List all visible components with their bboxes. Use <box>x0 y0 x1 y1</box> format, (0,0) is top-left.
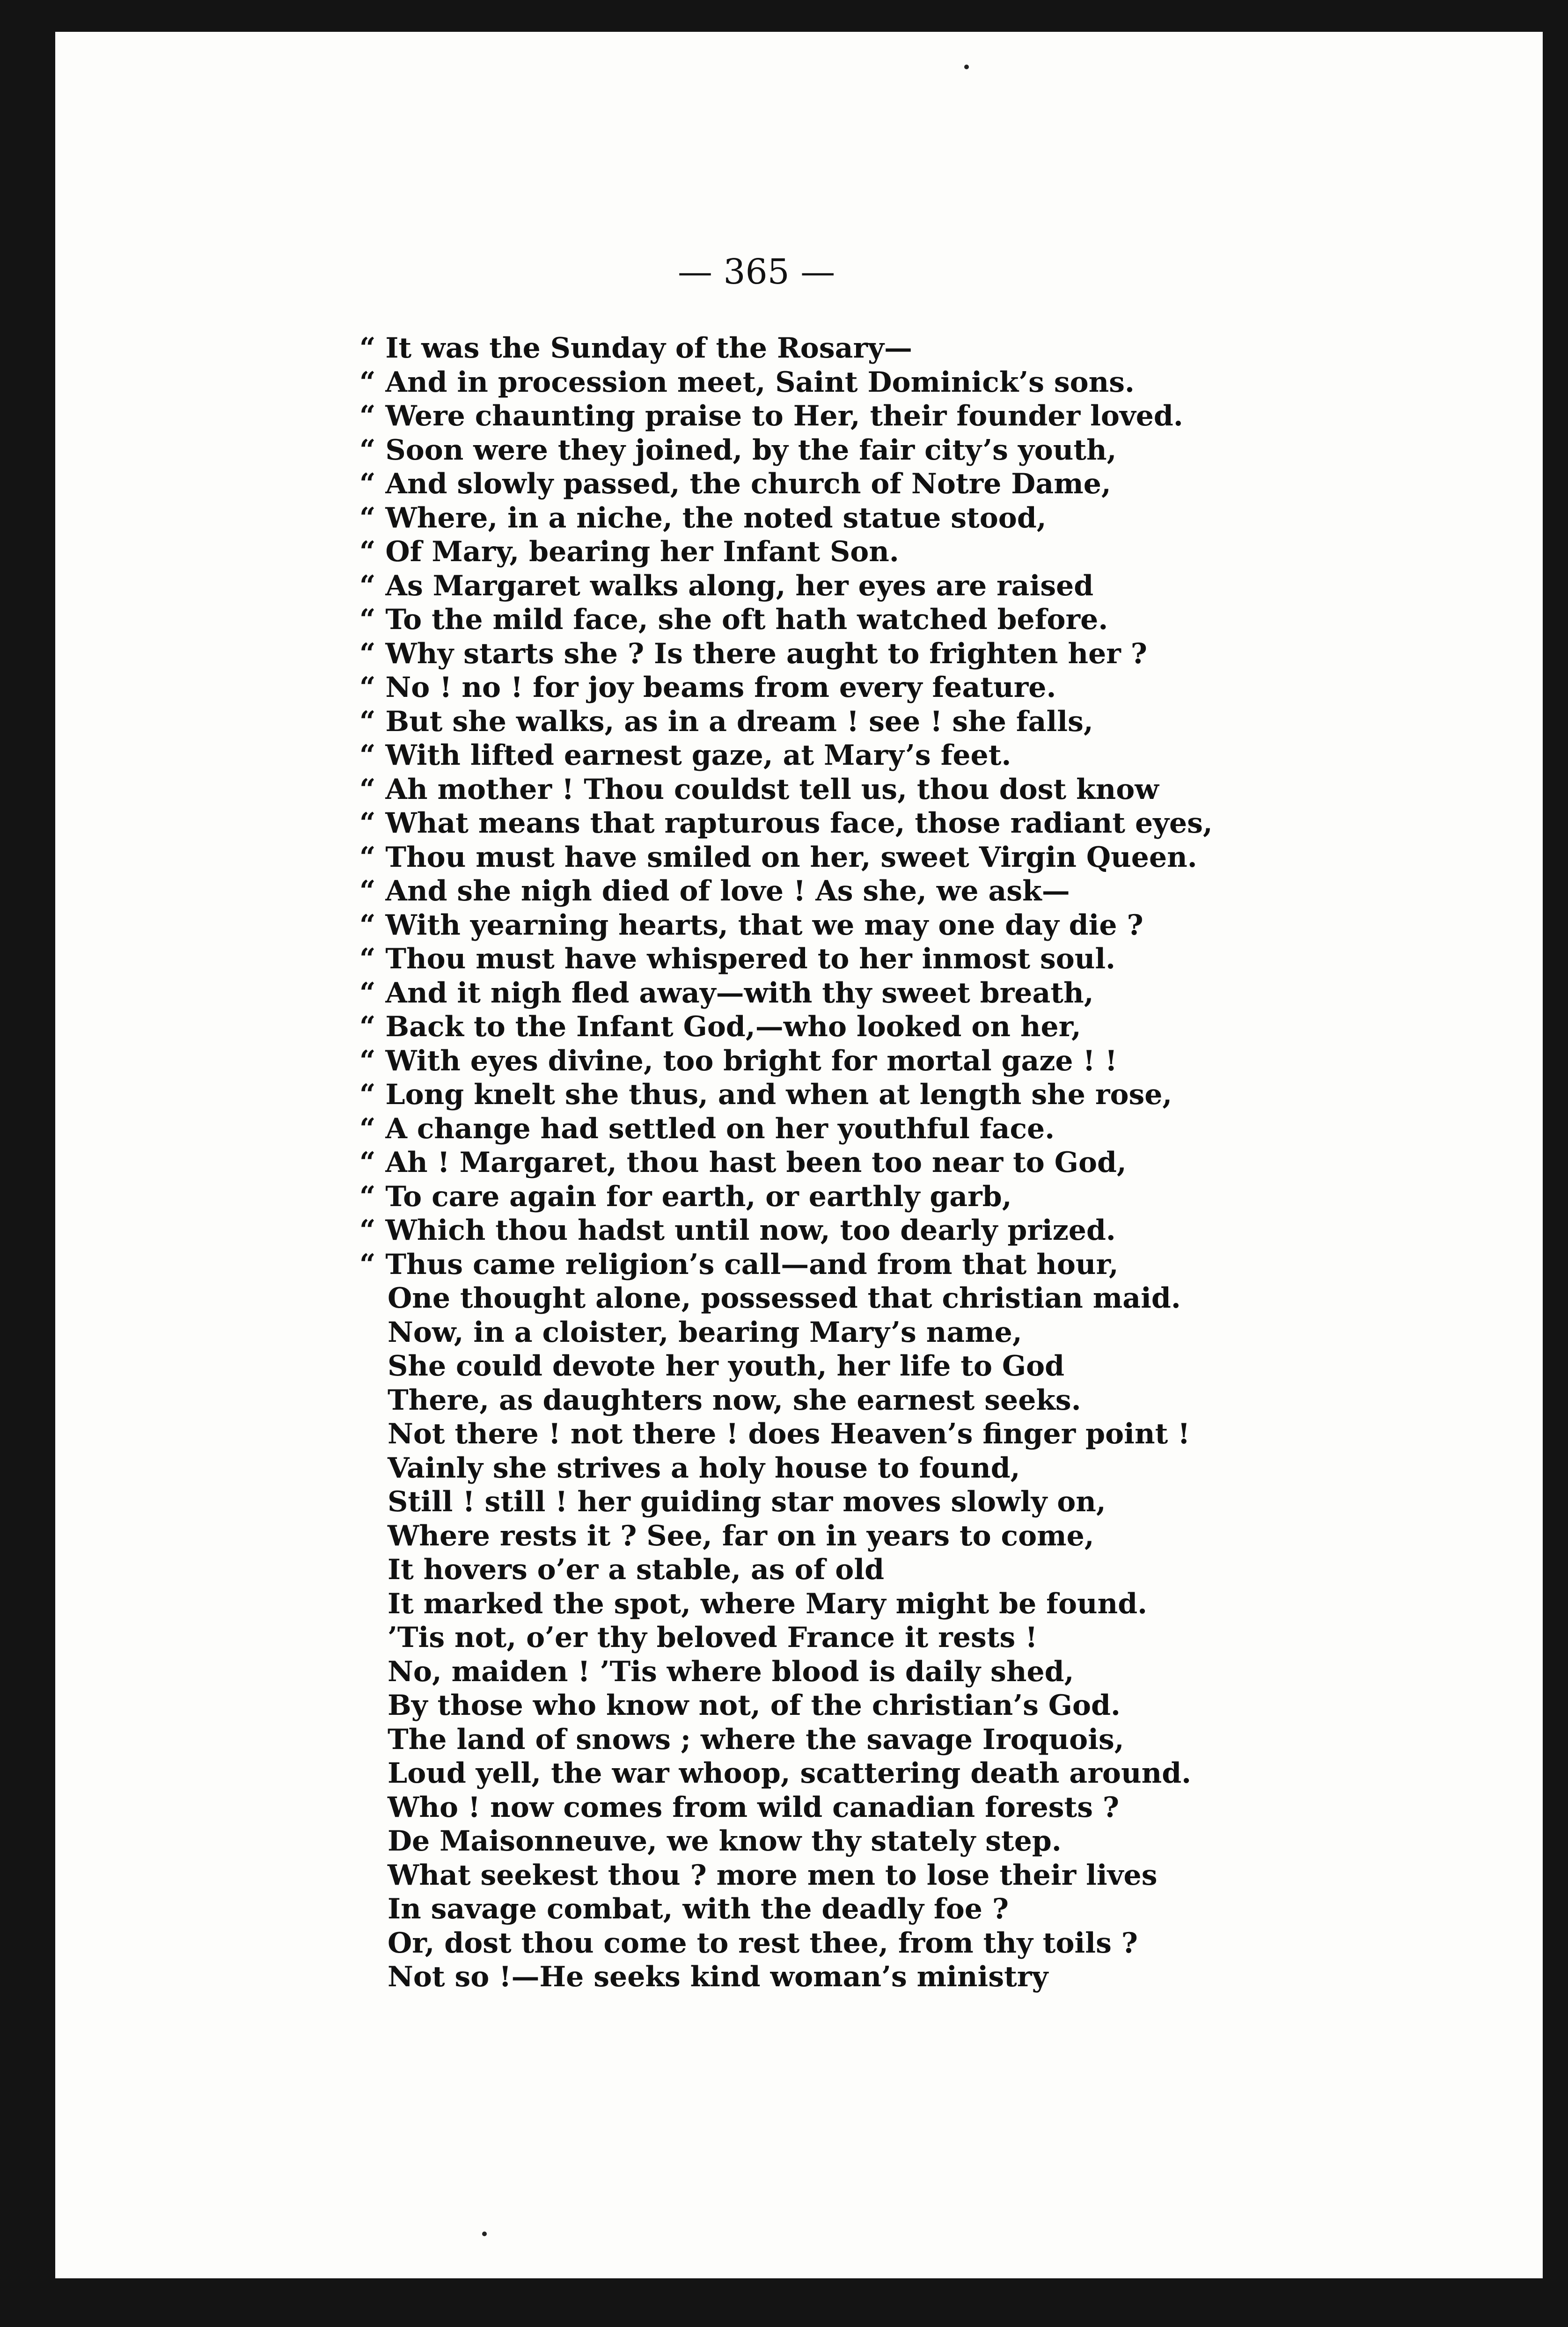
poem-line: “ Soon were they joined, by the fair city’s youth, <box>359 433 1117 467</box>
poem-line: “ It was the Sunday of the Rosary— <box>359 332 912 365</box>
poem-line: “ And it nigh fled away—with thy sweet breath, <box>359 976 1094 1010</box>
poem-line: There, as daughters now, she earnest seeks. <box>388 1383 1081 1417</box>
poem-line: Not so !—He seeks kind woman’s ministry <box>388 1961 1048 1993</box>
book-page <box>55 32 1543 2278</box>
poem-line: “ Where, in a niche, the noted statue stood, <box>359 501 1047 534</box>
poem-line: Or, dost thou come to rest thee, from thy toils ? <box>388 1926 1138 1960</box>
poem-line: “ To the mild face, she oft hath watched before. <box>359 603 1108 636</box>
poem-line: “ And slowly passed, the church of Notre Dame, <box>359 468 1111 500</box>
poem-line: Vainly she strives a holy house to found, <box>388 1451 1020 1485</box>
poem-line: “ But she walks, as in a dream ! see ! she falls, <box>359 705 1093 738</box>
poem-line: “ Ah ! Margaret, thou hast been too near to God, <box>359 1146 1127 1179</box>
poem-line: “ Which thou hadst until now, too dearly prized. <box>359 1214 1116 1247</box>
poem-line: What seekest thou ? more men to lose their lives <box>388 1859 1158 1892</box>
poem-line: “ Ah mother ! Thou couldst tell us, thou dost know <box>359 773 1159 806</box>
poem-line: “ Of Mary, bearing her Infant Son. <box>359 535 899 568</box>
poem-line: It marked the spot, where Mary might be found. <box>388 1587 1148 1620</box>
poem-line: Now, in a cloister, bearing Mary’s name, <box>388 1316 1022 1349</box>
ink-speck <box>964 65 969 69</box>
poem-line: ’Tis not, o’er thy beloved France it rests ! <box>388 1621 1038 1654</box>
poem-line: Who ! now comes from wild canadian forests ? <box>388 1791 1120 1824</box>
poem-text <box>359 331 1249 1994</box>
poem-line: “ With lifted earnest gaze, at Mary’s feet. <box>359 739 1011 772</box>
poem-line: De Maisonneuve, we know thy stately step. <box>388 1825 1062 1858</box>
poem-line: Not there ! not there ! does Heaven’s finger point ! <box>388 1418 1190 1450</box>
poem-line: “ With yearning hearts, that we may one day die ? <box>359 908 1143 942</box>
poem-line: “ With eyes divine, too bright for mortal gaze ! ! <box>359 1044 1118 1077</box>
poem-line: In savage combat, with the deadly foe ? <box>388 1893 1009 1925</box>
poem-line: “ Were chaunting praise to Her, their founder loved. <box>359 400 1183 432</box>
poem-line: No, maiden ! ’Tis where blood is daily shed, <box>388 1655 1074 1688</box>
poem-line: Loud yell, the war whoop, scattering death around. <box>388 1757 1192 1790</box>
poem-line: Where rests it ? See, far on in years to come, <box>388 1519 1094 1552</box>
poem-line: She could devote her youth, her life to God <box>388 1350 1065 1383</box>
ink-speck <box>482 2232 487 2236</box>
poem-line: “ Back to the Infant God,—who looked on her, <box>359 1010 1081 1043</box>
poem-line: “ No ! no ! for joy beams from every feature. <box>359 671 1056 704</box>
poem-line: One thought alone, possessed that christian maid. <box>388 1282 1181 1315</box>
poem-line: It hovers o’er a stable, as of old <box>388 1553 885 1586</box>
poem-line: The land of snows ; where the savage Iroquois, <box>388 1723 1124 1756</box>
poem-line: “ Why starts she ? Is there aught to frighten her ? <box>359 637 1147 670</box>
poem-line: “ And she nigh died of love ! As she, we ask— <box>359 875 1070 907</box>
poem-line: “ As Margaret walks along, her eyes are raised <box>359 569 1094 602</box>
poem-line: “ Thou must have smiled on her, sweet Virgin Queen. <box>359 841 1197 874</box>
poem-line: “ Long knelt she thus, and when at length she rose, <box>359 1078 1172 1111</box>
poem-line: By those who know not, of the christian’s God. <box>388 1689 1121 1722</box>
poem-line: “ Thou must have whispered to her inmost soul. <box>359 943 1116 975</box>
poem-line: “ And in procession meet, Saint Dominick’s sons. <box>359 366 1135 399</box>
poem-line: Still ! still ! her guiding star moves slowly on, <box>388 1485 1106 1518</box>
poem-line: “ A change had settled on her youthful face. <box>359 1112 1055 1145</box>
poem-line: “ To care again for earth, or earthly garb, <box>359 1180 1012 1213</box>
poem-line: “ Thus came religion’s call—and from that hour, <box>359 1248 1119 1281</box>
poem-line: “ What means that rapturous face, those radiant eyes, <box>359 807 1213 840</box>
page-number: — 365 — <box>678 252 835 292</box>
